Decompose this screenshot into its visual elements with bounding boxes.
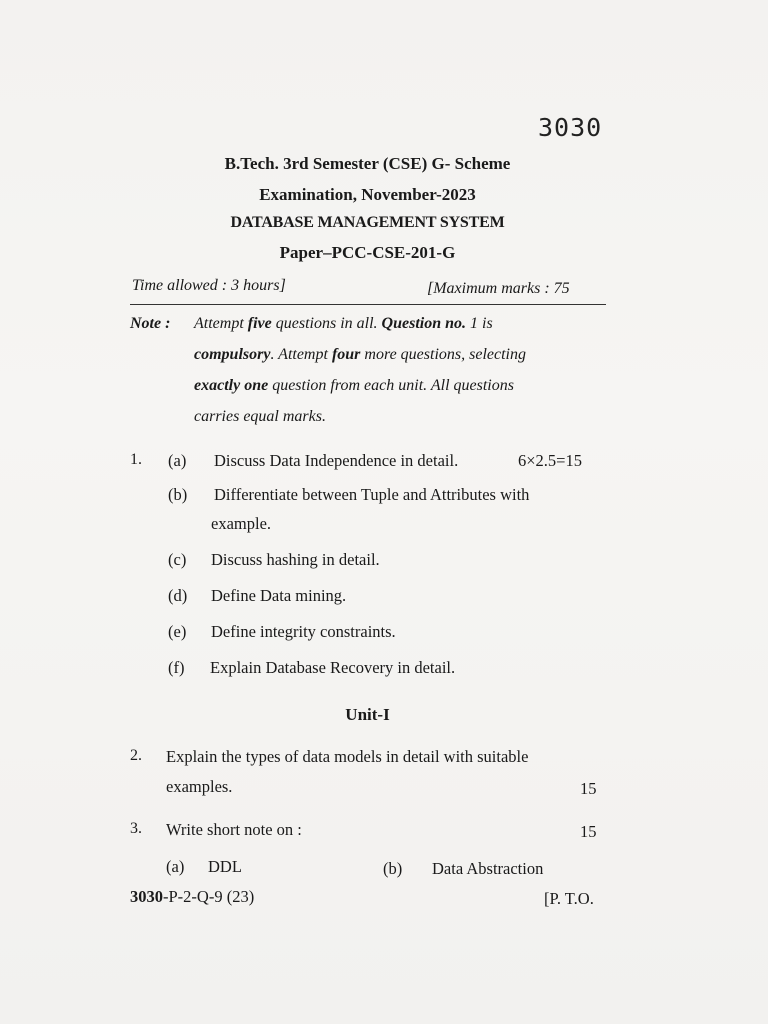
note-label: Note :: [130, 315, 171, 332]
q1-part-d-text: Define Data mining.: [211, 586, 347, 605]
q1-part-a-text: Discuss Data Independence in detail.: [214, 451, 459, 470]
please-turn-over: [P. T.O.: [544, 889, 594, 908]
question-3-text: Write short note on :: [166, 820, 302, 839]
subject-title: DATABASE MANAGEMENT SYSTEM: [230, 214, 505, 231]
time-allowed: Time allowed : 3 hours]: [132, 277, 286, 294]
q3-part-a-text: DDL: [208, 857, 242, 876]
q3-part-a-label: (a): [166, 857, 185, 876]
note-line-2: [194, 346, 526, 364]
note-text: . Attempt: [270, 346, 332, 363]
footer-code-suffix: -P-2-Q-9 (23): [163, 887, 255, 906]
note-emphasis: Question no.: [381, 315, 466, 332]
note-text: more questions, selecting: [360, 346, 526, 363]
note-emphasis: four: [331, 346, 361, 363]
q1-part-b-label: (b): [168, 485, 188, 504]
question-2-text: Explain the types of data models in detail with suitable: [166, 747, 529, 766]
question-3-marks: 15: [580, 822, 597, 841]
paper-code: 3030: [538, 113, 603, 142]
q1-marks: 6×2.5=15: [518, 451, 582, 470]
note-emphasis: compulsory: [194, 346, 271, 363]
unit-1-heading: Unit-I: [345, 705, 390, 724]
q3-part-b-text: Data Abstraction: [432, 859, 544, 878]
q1-part-a-label: (a): [168, 451, 187, 470]
q1-part-b-text: Differentiate between Tuple and Attributes with: [214, 485, 530, 504]
exam-session: Examination, November-2023: [259, 185, 476, 204]
note-emphasis: five: [247, 315, 272, 332]
question-2-text-cont: examples.: [166, 777, 233, 796]
maximum-marks: [Maximum marks : 75: [427, 280, 570, 297]
course-title: B.Tech. 3rd Semester (CSE) G- Scheme: [224, 154, 511, 173]
question-3-number: 3.: [130, 820, 142, 837]
footer-paper-code: [130, 887, 254, 907]
question-1-number: 1.: [130, 451, 142, 468]
q1-part-b-text-cont: example.: [211, 514, 272, 533]
note-text: question from each unit. All questions: [268, 377, 514, 394]
note-text: 1 is: [466, 315, 493, 332]
q1-part-f-text: Explain Database Recovery in detail.: [210, 658, 456, 677]
note-line-1: [194, 315, 493, 333]
note-line-3: [194, 377, 514, 395]
q1-part-d-label: (d): [168, 586, 188, 605]
paper-id: Paper–PCC-CSE-201-G: [279, 243, 456, 262]
q1-part-e-label: (e): [168, 622, 187, 641]
header-divider: [130, 304, 606, 305]
footer-code-number: 3030: [130, 887, 163, 906]
q1-part-c-label: (c): [168, 550, 187, 569]
q3-part-b-label: (b): [383, 859, 403, 878]
note-text: Attempt: [194, 315, 248, 332]
q1-part-e-text: Define integrity constraints.: [211, 622, 396, 641]
q1-part-c-text: Discuss hashing in detail.: [211, 550, 380, 569]
note-emphasis: exactly one: [194, 377, 269, 394]
question-2-number: 2.: [130, 747, 142, 764]
note-text: questions in all.: [271, 315, 382, 332]
question-2-marks: 15: [580, 779, 597, 798]
q1-part-f-label: (f): [168, 658, 185, 677]
note-line-4: carries equal marks.: [194, 408, 326, 425]
